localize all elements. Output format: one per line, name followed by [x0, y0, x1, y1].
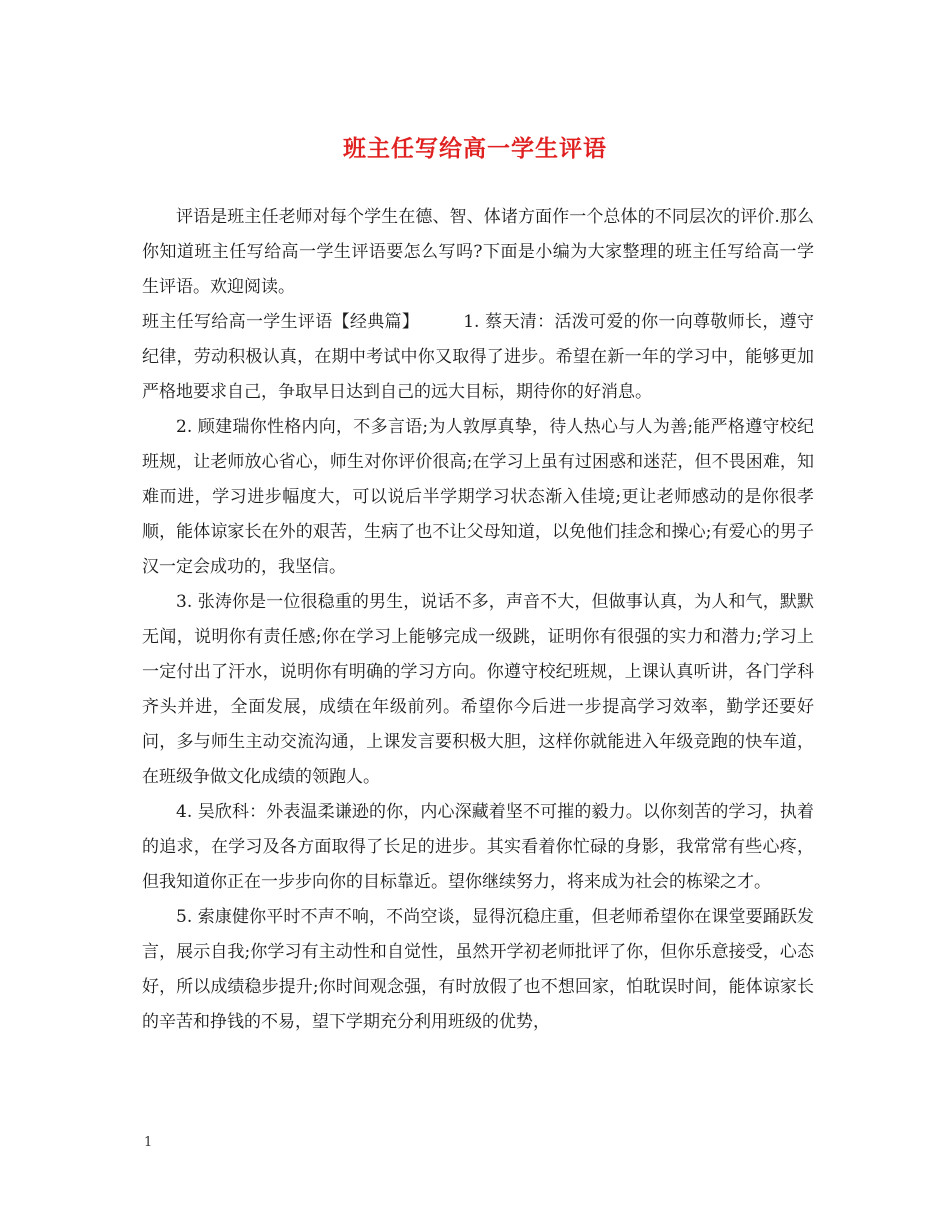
comment-1-text: 1. 蔡天清：活泼可爱的你一向尊敬师长，遵守纪律，劳动积极认真，在期中考试中你又取得了进步。希望在新一年的学习中，能够更加严格地要求自己，争取早日达到自己的远大目标，期待你的好消息。: [142, 312, 815, 402]
comment-paragraph-3: 3. 张涛你是一位很稳重的男生，说话不多，声音不大，但做事认真，为人和气，默默无闻，说明你有责任感;你在学习上能够完成一级跳，证明你有很强的实力和潜力;学习上一定付出了汗水，说明你有明确的学习方向。你遵守校纪班规，上课认真听讲，各门学科齐头并进，全面发展，成绩在年级前列。希望你今后进一步提高学习效率，勤学还要好问，多与师生主动交流沟通，上课发言要积极大胆，这样你就能进入年级竞跑的快车道，在班级争做文化成绩的领跑人。: [142, 592, 814, 787]
comment-paragraph-2: 2. 顾建瑞你性格内向，不多言语;为人敦厚真挚，待人热心与人为善;能严格遵守校纪班规，让老师放心省心，师生对你评价很高;在学习上虽有过困惑和迷茫，但不畏困难，知难而进，学习进步幅度大，可以说后半学期学习状态渐入佳境;更让老师感动的是你很孝顺，能体谅家长在外的艰苦，生病了也不让父母知道，以免他们挂念和操心;有爱心的男子汉一定会成功的，我坚信。: [142, 417, 814, 577]
comment-paragraph-4: 4. 吴欣科：外表温柔谦逊的你，内心深藏着坚不可摧的毅力。以你刻苦的学习，执着的追求，在学习及各方面取得了长足的进步。其实看着你忙碌的身影，我常常有些心疼，但我知道你正在一步步向你的目标靠近。望你继续努力，将来成为社会的栋梁之才。: [142, 802, 814, 892]
page-title: 班主任写给高一学生评语: [343, 135, 607, 162]
comment-paragraph-1: [142, 305, 814, 410]
page-number: 1: [144, 1135, 153, 1150]
intro-paragraph: 评语是班主任老师对每个学生在德、智、体诸方面作一个总体的不同层次的评价.那么你知道班主任写给高一学生评语要怎么写吗?下面是小编为大家整理的班主任写给高一学生评语。欢迎阅读。: [142, 207, 814, 297]
document-body: [142, 200, 814, 1040]
comment-paragraph-5: 5. 索康健你平时不声不响，不尚空谈，显得沉稳庄重，但老师希望你在课堂要踊跃发言，展示自我;你学习有主动性和自觉性，虽然开学初老师批评了你，但你乐意接受，心态好，所以成绩稳步提升;你时间观念强，有时放假了也不想回家，怕耽误时间，能体谅家长的辛苦和挣钱的不易，望下学期充分利用班级的优势，: [142, 907, 814, 1032]
section-heading: 班主任写给高一学生评语【经典篇】: [142, 312, 420, 332]
